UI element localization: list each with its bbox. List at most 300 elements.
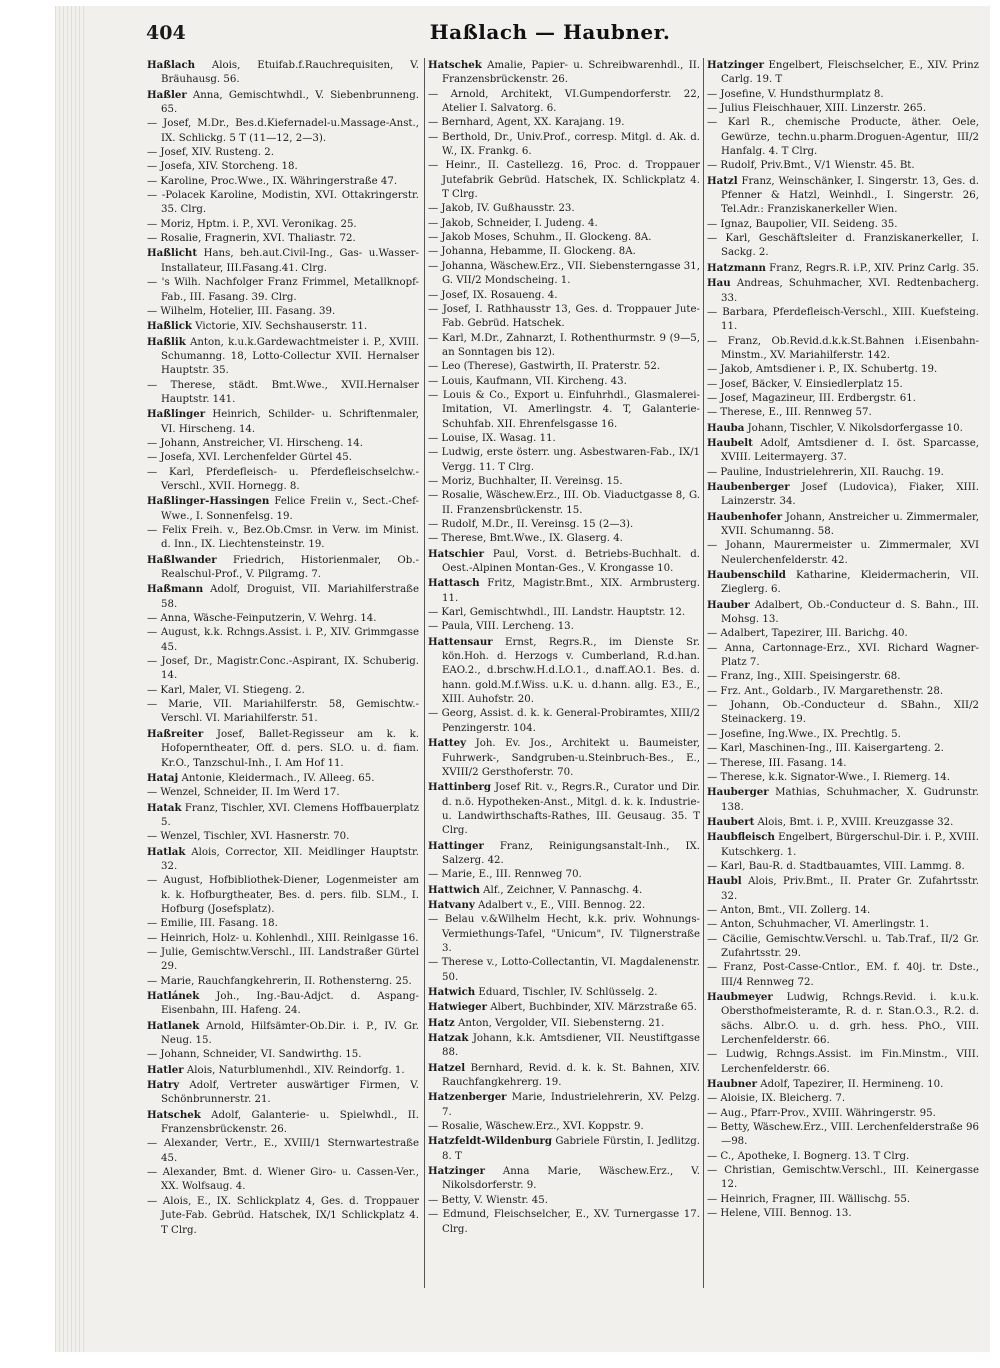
directory-entry bbox=[428, 1061, 700, 1091]
entry-details: Johann, Tischler, V. Nikolsdorfergasse 10. bbox=[744, 422, 963, 434]
entry-surname: Hauber bbox=[707, 598, 750, 611]
entry-details: — Josef, I. Rathhausstr 13, Ges. d. Troppauer Jute-Fab. Gebrüd. Hatschek. bbox=[428, 303, 700, 330]
entry-details: — Josef, IX. Rosaueng. 4. bbox=[428, 289, 558, 301]
entry-details: Andreas, Schuhmacher, XVI. Redtenbacherg. 33. bbox=[721, 278, 979, 304]
entry-details: Adolf, Tapezirer, II. Hermineng. 10. bbox=[757, 1079, 944, 1091]
directory-entry bbox=[147, 276, 419, 305]
entry-details: — Pauline, Industrielehrerin, XII. Rauchg. 19. bbox=[707, 466, 944, 478]
entry-details: — Arnold, Architekt, VI.Gumpendorferstr. 22, Atelier I. Salvatorg. 6. bbox=[428, 88, 700, 115]
directory-entry bbox=[147, 946, 419, 975]
directory-entry bbox=[428, 58, 700, 88]
directory-entry bbox=[707, 88, 979, 102]
entry-surname: Hattinger bbox=[428, 839, 484, 852]
entry-surname: Haubelt bbox=[707, 436, 753, 449]
directory-entry bbox=[428, 547, 700, 577]
entry-details: — Moriz, Hptm. i. P., XVI. Veronikag. 25. bbox=[147, 218, 357, 230]
directory-entry bbox=[147, 771, 419, 786]
entry-details: Adalbert v., E., VIII. Bennog. 22. bbox=[474, 899, 646, 911]
directory-entry bbox=[707, 406, 979, 420]
entry-details: Heinrich, Schilder- u. Schriftenmaler, VI. Hirscheng. 14. bbox=[161, 409, 419, 435]
entry-details: — Josef, XIV. Rusteng. 2. bbox=[147, 147, 274, 159]
entry-details: Josef, Ballet-Regisseur am k. k. Hofoperntheater, Off. d. pers. SLO. u. d. fiam. Kr.O., Tanzschul-Inh., I. Am Hof 11. bbox=[161, 728, 419, 769]
entry-surname: Hatler bbox=[147, 1063, 184, 1076]
directory-entry bbox=[147, 232, 419, 246]
entry-surname: Haßlach bbox=[147, 59, 196, 71]
directory-entry bbox=[147, 698, 419, 727]
entry-details: — Franz, Post-Casse-Cntlor., EM. f. 40j. tr. Dste., III/4 Rennweg 72. bbox=[707, 962, 979, 988]
directory-entry bbox=[707, 116, 979, 159]
entry-surname: Hatlanek bbox=[147, 1019, 200, 1032]
entry-details: — Anna, Wäsche-Feinputzerin, V. Wehrg. 14. bbox=[147, 613, 377, 625]
directory-entry bbox=[428, 1016, 700, 1031]
entry-details: — Ignaz, Baupolier, VII. Seideng. 35. bbox=[707, 218, 898, 230]
directory-entry bbox=[428, 1164, 700, 1194]
entry-details: — Aloisie, IX. Bleicherg. 7. bbox=[707, 1093, 846, 1105]
directory-entry bbox=[707, 1107, 979, 1121]
directory-entry bbox=[428, 576, 700, 606]
entry-details: Franz, Regrs.R. i.P., XIV. Prinz Carlg. 35. bbox=[765, 262, 979, 274]
entry-details: — Jakob, IV. Gußhausstr. 23. bbox=[428, 203, 575, 215]
entry-details: — Karl, Maler, VI. Stiegeng. 2. bbox=[147, 684, 305, 696]
directory-entry bbox=[147, 218, 419, 232]
directory-entry bbox=[147, 437, 419, 451]
directory-entry bbox=[707, 728, 979, 742]
directory-entry bbox=[147, 874, 419, 917]
directory-entry bbox=[707, 539, 979, 568]
directory-entry bbox=[428, 159, 700, 202]
entry-details: — Jakob, Schneider, I. Judeng. 4. bbox=[428, 217, 598, 229]
directory-entry bbox=[147, 932, 419, 946]
entry-details: Antonie, Kleidermach., IV. Alleeg. 65. bbox=[178, 772, 375, 784]
entry-details: — Emilie, III. Fasang. 18. bbox=[147, 918, 278, 930]
entry-surname: Hauberger bbox=[707, 786, 769, 799]
directory-entry bbox=[428, 1031, 700, 1061]
directory-entry bbox=[428, 88, 700, 117]
directory-entry bbox=[428, 245, 700, 259]
entry-details: Franz, Reinigungsanstalt-Inh., IX. Salzerg. 42. bbox=[442, 840, 700, 866]
entry-details: — 's Wilh. Nachfolger Franz Frimmel, Metallknopf-Fab., III. Fasang. 39. Clrg. bbox=[147, 277, 419, 303]
directory-entry bbox=[147, 146, 419, 160]
entry-details: — Moriz, Buchhalter, II. Vereinsg. 15. bbox=[428, 475, 623, 487]
directory-entry bbox=[428, 1208, 700, 1237]
entry-surname: Hatlak bbox=[147, 845, 186, 858]
directory-entry bbox=[428, 1090, 700, 1120]
directory-entry bbox=[707, 699, 979, 728]
directory-entry bbox=[428, 620, 700, 634]
entry-details: — Louise, IX. Wasag. 11. bbox=[428, 432, 556, 444]
directory-entry bbox=[428, 956, 700, 985]
directory-entry bbox=[428, 868, 700, 882]
entry-details: — Helene, VIII. Bennog. 13. bbox=[707, 1208, 852, 1220]
directory-entry bbox=[707, 904, 979, 918]
entry-details: — Karl, Geschäftsleiter d. Franziskanerkeller, I. Sackg. 2. bbox=[707, 233, 979, 259]
entry-surname: Hatvany bbox=[428, 898, 475, 911]
directory-entry bbox=[147, 1195, 419, 1238]
entry-details: — Therese, Bmt.Wwe., IX. Glaserg. 4. bbox=[428, 533, 623, 545]
directory-entry bbox=[428, 1000, 700, 1015]
entry-details: Alois, Etuifab.f.Rauchrequisiten, V. Bräuhausg. 56. bbox=[161, 60, 419, 86]
entry-details: — Cäcilie, Gemischtw.Verschl. u. Tab.Traf., II/2 Gr. Zufahrtsstr. 29. bbox=[707, 933, 979, 959]
entry-details: Anton, k.u.k.Gardewachtmeister i. P., XVIII. Schumanng. 18, Lotto-Collectur XVII. Hernalser Hauptstr. 35. bbox=[161, 336, 419, 377]
entry-details: Josef (Ludovica), Fiaker, XIII. Lainzerstr. 34. bbox=[721, 481, 979, 508]
entry-surname: Hatzl bbox=[707, 174, 738, 187]
entry-details: Alf., Zeichner, V. Pannaschg. 4. bbox=[479, 884, 643, 896]
entry-details: Alois, Corrector, XII. Meidlinger Hauptstr. 32. bbox=[161, 846, 419, 872]
entry-details: Adolf, Amtsdiener d. I. öst. Sparcasse, XVIII. Leitermayerg. 37. bbox=[721, 437, 979, 464]
entry-details: Arnold, Hilfsämter-Ob.Dir. i. P., IV. Gr. Neug. 15. bbox=[161, 1020, 419, 1047]
directory-entry bbox=[428, 1134, 700, 1164]
directory-entry bbox=[147, 684, 419, 698]
directory-entry bbox=[428, 217, 700, 231]
directory-entry bbox=[707, 510, 979, 540]
directory-entry bbox=[707, 685, 979, 699]
entry-surname: Hatz bbox=[428, 1016, 455, 1029]
entry-details: Alois, Bmt. i. P., XVIII. Kreuzgasse 32. bbox=[754, 816, 954, 828]
directory-entry bbox=[428, 913, 700, 956]
entry-surname: Hatlánek bbox=[147, 990, 200, 1002]
entry-details: Eduard, Tischler, IV. Schlüsselg. 2. bbox=[475, 987, 658, 998]
entry-details: — Alois, E., IX. Schlickplatz 4, Ges. d. Troppauer Jute-Fab. Gebrüd. Hatschek, IX/1 Schlickplatz 4. T Clrg. bbox=[147, 1195, 419, 1236]
entry-surname: Haßlick bbox=[147, 320, 192, 333]
directory-entry bbox=[707, 670, 979, 684]
entry-details: Adolf, Galanterie- u. Spielwhdl., II. Franzensbrückenstr. 26. bbox=[161, 1109, 419, 1136]
entry-details: — C., Apotheke, I. Bognerg. 13. T Clrg. bbox=[707, 1150, 910, 1162]
entry-surname: Hatzak bbox=[428, 1032, 469, 1045]
entry-surname: Hau bbox=[707, 277, 731, 290]
directory-entry bbox=[707, 1048, 979, 1077]
entry-surname: Haubl bbox=[707, 875, 742, 888]
entry-details: — Josefine, Ing.Wwe., IX. Prechtlg. 5. bbox=[707, 728, 901, 740]
entry-details: Fritz, Magistr.Bmt., XIX. Armbrusterg. 11. bbox=[442, 578, 700, 604]
directory-entry bbox=[707, 771, 979, 785]
entry-surname: Haubenhofer bbox=[707, 510, 783, 523]
entry-details: — Johann, Schneider, VI. Sandwirthg. 15. bbox=[147, 1049, 362, 1061]
entry-details: — Wilhelm, Hotelier, III. Fasang. 39. bbox=[147, 305, 336, 317]
directory-entry bbox=[707, 276, 979, 306]
directory-entry bbox=[428, 332, 700, 361]
entry-details: — Marie, Rauchfangkehrerin, II. Rothensterng. 25. bbox=[147, 975, 412, 987]
entry-details: — Barbara, Pferdefleisch-Verschl., XIII. Kuefsteing. 11. bbox=[707, 306, 979, 333]
entry-surname: Hatzel bbox=[428, 1061, 466, 1074]
entry-details: — Anna, Cartonnage-Erz., XVI. Richard Wagner-Platz 7. bbox=[707, 642, 979, 669]
column-rule-right bbox=[703, 58, 704, 1288]
directory-entry bbox=[707, 933, 979, 962]
entry-details: Hans, beh.aut.Civil-Ing., Gas- u.Wasser-Installateur, III.Fasang.41. Clrg. bbox=[161, 248, 419, 274]
directory-entry bbox=[147, 830, 419, 844]
entry-details: — Paula, VIII. Lercheng. 13. bbox=[428, 621, 574, 633]
entry-details: Amalie, Papier- u. Schreibwarenhdl., II. Franzensbrückenstr. 26. bbox=[442, 60, 700, 86]
entry-details: — Louis & Co., Export u. Einfuhrhdl., Glasmalerei-Imitation, VI. Amerlingstr. 4. T, Galanterie-Schuhfab. XII. Ehrenfelsgasse 16. bbox=[428, 389, 700, 430]
directory-entry bbox=[147, 1078, 419, 1108]
entry-details: Joh., Ing.-Bau-Adjct. d. Aspang-Eisenbahn, III. Hafeng. 24. bbox=[161, 991, 419, 1017]
entry-details: Anna Marie, Wäschew.Erz., V. Nikolsdorferstr. 9. bbox=[442, 1166, 700, 1192]
directory-entry bbox=[707, 261, 979, 276]
directory-entry bbox=[147, 466, 419, 495]
directory-entry bbox=[428, 898, 700, 913]
entry-details: — Anton, Schuhmacher, VI. Amerlingstr. 1. bbox=[707, 919, 929, 931]
entry-surname: Hatzinger bbox=[707, 59, 764, 71]
entry-surname: Hatzinger bbox=[428, 1165, 485, 1178]
entry-details: — Julius Fleischhauer, XIII. Linzerstr. 265. bbox=[707, 103, 927, 115]
entry-details: — Ludwig, Rchngs.Assist. im Fin.Minstm., VIII. Lerchenfelderstr. 66. bbox=[707, 1049, 979, 1075]
entry-details: — Ludwig, erste österr. ung. Asbestwaren-Fab., IX/1 Vergg. 11. T Clrg. bbox=[428, 447, 700, 473]
entry-surname: Haßlik bbox=[147, 335, 186, 348]
directory-entry bbox=[707, 335, 979, 364]
entry-surname: Hatzmann bbox=[707, 261, 766, 274]
entry-surname: Hatschier bbox=[428, 547, 484, 560]
entry-surname: Hatzfeldt-Wildenburg bbox=[428, 1135, 552, 1148]
entry-surname: Haubenschild bbox=[707, 569, 786, 582]
entry-details: Katharine, Kleidermacherin, VII. Zieglerg. 6. bbox=[721, 570, 979, 596]
entry-details: — Franz, Ing., XIII. Speisingerstr. 68. bbox=[707, 671, 901, 683]
entry-details: Adolf, Droguist, VII. Mariahilferstraße 58. bbox=[161, 584, 419, 610]
entry-details: — Therese, k.k. Signator-Wwe., I. Riemerg. 14. bbox=[707, 771, 951, 783]
entry-surname: Hattwich bbox=[428, 883, 480, 896]
running-head: Haßlach — Haubner. bbox=[429, 20, 671, 44]
entry-details: Engelbert, Bürgerschul-Dir. i. P., XVIII. Kutschkerg. 1. bbox=[721, 832, 979, 858]
column-left bbox=[147, 58, 419, 1318]
entry-details: — Wenzel, Tischler, XVI. Hasnerstr. 70. bbox=[147, 831, 350, 843]
entry-details: — Heinrich, Fragner, III. Wällischg. 55. bbox=[707, 1193, 911, 1205]
directory-entry bbox=[428, 532, 700, 546]
entry-details: — Belau v.&Wilhelm Hecht, k.k. priv. Wohnungs-Vermiethungs-Tafel, "Unicum", IV. Tilgnerstraße 3. bbox=[428, 914, 700, 954]
entry-details: — Karl, M.Dr., Zahnarzt, I. Rothenthurmstr. 9 (9—5, an Sonntagen bis 12). bbox=[428, 332, 700, 358]
directory-entry bbox=[147, 1063, 419, 1078]
directory-entry bbox=[147, 305, 419, 319]
entry-details: Engelbert, Fleischselcher, E., XIV. Prinz Carlg. 19. T bbox=[721, 60, 979, 86]
directory-entry bbox=[428, 985, 700, 1000]
entry-details: Paul, Vorst. d. Betriebs-Buchhalt. d. Oest.-Alpinen Montan-Ges., V. Krongasse 10. bbox=[442, 548, 700, 575]
entry-details: — Josefa, XIV. Storcheng. 18. bbox=[147, 161, 298, 173]
entry-surname: Haßlinger bbox=[147, 408, 206, 421]
entry-details: — Therese v., Lotto-Collectantin, VI. Magdalenenstr. 50. bbox=[428, 957, 700, 983]
directory-entry bbox=[147, 246, 419, 276]
column-rule-left bbox=[424, 58, 425, 1288]
entry-details: — Johann, Ob.-Conducteur d. SBahn., XII/2 Steinackerg. 19. bbox=[707, 700, 979, 726]
directory-entry bbox=[707, 1092, 979, 1106]
entry-details: — Karoline, Proc.Wwe., IX. Währingerstraße 47. bbox=[147, 175, 398, 187]
entry-surname: Haubmeyer bbox=[707, 991, 773, 1003]
entry-surname: Hattasch bbox=[428, 577, 480, 590]
entry-details: — Karl, Maschinen-Ing., III. Kaisergarteng. 2. bbox=[707, 743, 944, 755]
entry-details: — Marie, VII. Mariahilferstr. 58, Gemischtw.-Verschl. VI. Mariahilferstr. 51. bbox=[147, 699, 419, 725]
directory-entry bbox=[707, 1077, 979, 1092]
entry-surname: Haubert bbox=[707, 815, 755, 828]
entry-details: — Edmund, Fleischselcher, E., XV. Turnergasse 17. Clrg. bbox=[428, 1209, 700, 1235]
entry-details: — Therese, städt. Bmt.Wwe., XVII.Hernalser Hauptstr. 141. bbox=[147, 379, 419, 405]
directory-entry bbox=[707, 436, 979, 466]
directory-entry bbox=[147, 1019, 419, 1049]
entry-details: Johann, k.k. Amtsdiener, VII. Neustiftgasse 88. bbox=[442, 1033, 700, 1059]
entry-surname: Haßlwander bbox=[147, 553, 217, 566]
entry-details: — Josef, Magazineur, III. Erdbergstr. 61. bbox=[707, 392, 916, 404]
directory-entry bbox=[707, 102, 979, 116]
directory-entry bbox=[147, 379, 419, 408]
entry-details: Anna, Gemischtwhdl., V. Siebenbrunneng. 65. bbox=[161, 89, 419, 116]
directory-entry bbox=[147, 845, 419, 875]
entry-details: — Karl, Gemischtwhdl., III. Landstr. Hauptstr. 12. bbox=[428, 607, 686, 619]
entry-details: Felice Freiin v., Sect.-Chef-Wwe., I. Sonnenfelsg. 19. bbox=[161, 496, 419, 522]
entry-details: — August, Hofbibliothek-Diener, Logenmeister am k. k. Hofburgtheater, Bes. d. pers. filb. SLM., I. Hofburg (Josefsplatz). bbox=[147, 875, 419, 915]
directory-entry bbox=[428, 780, 700, 838]
entry-details: Johann, Anstreicher u. Zimmermaler, XVII. Schumanng. 58. bbox=[721, 511, 979, 537]
entry-surname: Haßreiter bbox=[147, 727, 204, 740]
directory-entry bbox=[428, 202, 700, 216]
directory-entry bbox=[147, 801, 419, 831]
directory-entry bbox=[428, 518, 700, 532]
directory-entry bbox=[707, 232, 979, 261]
entry-surname: Hatschek bbox=[147, 1108, 201, 1121]
entry-surname: Haßlinger-Hassingen bbox=[147, 495, 270, 508]
directory-entry bbox=[707, 363, 979, 377]
entry-details: — Heinrich, Holz- u. Kohlenhdl., XIII. Reinlgasse 16. bbox=[147, 932, 419, 944]
directory-entry bbox=[147, 1108, 419, 1138]
directory-entry bbox=[707, 306, 979, 335]
entry-details: — Karl, Pferdefleisch- u. Pferdefleischselchw.-Verschl., XVII. Hornegg. 8. bbox=[147, 466, 419, 492]
directory-entry bbox=[147, 319, 419, 334]
entry-details: — -Polacek Karoline, Modistin, XVI. Ottakringerstr. 35. Clrg. bbox=[147, 190, 419, 216]
entry-surname: Hattinberg bbox=[428, 781, 492, 794]
directory-entry bbox=[147, 612, 419, 626]
entry-details: — August, k.k. Rchngs.Assist. i. P., XIV. Grimmgasse 45. bbox=[147, 627, 419, 653]
entry-details: Bernhard, Revid. d. k. k. St. Bahnen, XIV. Rauchfangkehrerg. 19. bbox=[442, 1062, 700, 1089]
entry-surname: Hatry bbox=[147, 1079, 180, 1092]
page-number: 404 bbox=[146, 22, 186, 44]
entry-surname: Hataj bbox=[147, 771, 179, 784]
column-right bbox=[707, 58, 979, 1318]
entry-details: Adolf, Vertreter auswärtiger Firmen, V. Schönbrunnerstr. 21. bbox=[161, 1080, 419, 1106]
entry-details: — Johann, Anstreicher, VI. Hirscheng. 14. bbox=[147, 437, 363, 449]
directory-entry bbox=[428, 475, 700, 489]
entry-details: — Jakob, Amtsdiener i. P., IX. Schubertg. 19. bbox=[707, 364, 938, 376]
directory-entry bbox=[428, 839, 700, 869]
directory-entry bbox=[428, 389, 700, 432]
directory-entry bbox=[707, 466, 979, 480]
entry-surname: Haßlicht bbox=[147, 247, 198, 260]
entry-details: — Karl R., chemische Producte, äther. Oele, Gewürze, techn.u.pharm.Droguen-Agentur, III/2 Hanfalg. 4. T Clrg. bbox=[707, 117, 979, 158]
directory-entry bbox=[147, 175, 419, 189]
entry-surname: Hatwich bbox=[428, 986, 476, 998]
directory-entry bbox=[428, 131, 700, 160]
entry-details: — Therese, III. Fasang. 14. bbox=[707, 757, 847, 769]
entry-details: — Christian, Gemischtw.Verschl., III. Keinergasse 12. bbox=[707, 1165, 979, 1191]
directory-entry bbox=[428, 635, 700, 708]
entry-details: — Leo (Therese), Gastwirth, II. Praterstr. 52. bbox=[428, 361, 661, 373]
entry-details: Alois, Priv.Bmt., II. Prater Gr. Zufahrtsstr. 32. bbox=[721, 876, 979, 902]
directory-entry bbox=[428, 1194, 700, 1208]
entry-details: — Josef, Bäcker, V. Einsiedlerplatz 15. bbox=[707, 378, 903, 390]
directory-entry bbox=[428, 736, 700, 780]
directory-entry bbox=[707, 58, 979, 88]
entry-details: Marie, Industrielehrerin, XV. Pelzg. 7. bbox=[442, 1092, 700, 1118]
entry-details: — Georg, Assist. d. k. k. General-Probiramtes, XIII/2 Penzingerstr. 104. bbox=[428, 708, 700, 734]
entry-details: — Julie, Gemischtw.Verschl., III. Landstraßer Gürtel 29. bbox=[147, 946, 419, 973]
directory-entry bbox=[428, 489, 700, 518]
directory-entry bbox=[707, 480, 979, 510]
directory-entry bbox=[707, 174, 979, 218]
entry-surname: Hattey bbox=[428, 737, 467, 750]
entry-details: — Johann, Maurermeister u. Zimmermaler, XVI Neulerchenfelderstr. 42. bbox=[707, 540, 979, 566]
entry-details: — Aug., Pfarr-Prov., XVIII. Währingerstr. 95. bbox=[707, 1107, 936, 1119]
entry-details: Franz, Weinschänker, I. Singerstr. 13, Ges. d. Pfenner & Hatzl, Weinhdl., I. Singerstr. 26, Tel.Adr.: Franziskanerkeller Wien. bbox=[721, 175, 979, 216]
entry-details: Mathias, Schuhmacher, X. Gudrunstr. 138. bbox=[721, 787, 979, 813]
entry-details: Ernst, Regrs.R., im Dienste Sr. kön.Hoh. d. Herzogs v. Cumberland, R.d.han. EAO.2., d.brschw.H.d.LO.1., d.naff.AO.1. Bes. d. hann. gold.M.f.Wiss. u.K. u. d.hann. allg. E3., E., XIII. Auhofstr. 20. bbox=[442, 636, 700, 706]
entry-details: — Louis, Kaufmann, VII. Kircheng. 43. bbox=[428, 375, 627, 387]
entry-surname: Hauba bbox=[707, 421, 745, 434]
directory-entry bbox=[428, 432, 700, 446]
entry-surname: Haßler bbox=[147, 88, 187, 101]
directory-entry bbox=[707, 1193, 979, 1207]
directory-entry bbox=[147, 189, 419, 218]
directory-entry bbox=[147, 58, 419, 88]
entry-details: Albert, Buchbinder, XIV. Märzstraße 65. bbox=[487, 1002, 697, 1014]
entry-surname: Haubenberger bbox=[707, 480, 790, 493]
entry-details: Ludwig, Rchngs.Revid. i. k.u.k. Obersthofmeisteramte, R. d. r. Stan.O.3., R.2. d. sächs. Albr.O. u. d. grh. hess. PhO., VIII. Lerchenfelderstr. 66. bbox=[721, 992, 979, 1047]
entry-details: — Adalbert, Tapezirer, III. Barichg. 40. bbox=[707, 628, 908, 640]
column-middle bbox=[428, 58, 700, 1318]
entry-surname: Hattensaur bbox=[428, 635, 493, 648]
directory-entry bbox=[147, 160, 419, 174]
directory-entry bbox=[147, 494, 419, 524]
directory-entry bbox=[147, 1048, 419, 1062]
directory-entry bbox=[428, 883, 700, 898]
directory-entry bbox=[707, 1164, 979, 1193]
entry-details: — Betty, Wäschew.Erz., VIII. Lerchenfelderstraße 96—98. bbox=[707, 1122, 979, 1148]
entry-details: — Berthold, Dr., Univ.Prof., corresp. Mitgl. d. Ak. d. W., IX. Frankg. 6. bbox=[428, 131, 700, 158]
directory-entry bbox=[147, 975, 419, 989]
directory-entry bbox=[707, 757, 979, 771]
directory-entry bbox=[147, 335, 419, 379]
directory-entry bbox=[707, 830, 979, 860]
directory-entry bbox=[147, 117, 419, 146]
entry-details: — Betty, V. Wienstr. 45. bbox=[428, 1194, 548, 1206]
entry-details: Victorie, XIV. Sechshauserstr. 11. bbox=[191, 321, 368, 333]
entry-details: — Karl, Bau-R. d. Stadtbauamtes, VIII. Lammg. 8. bbox=[707, 860, 965, 872]
entry-details: Gabriele Fürstin, I. Jedlitzg. 8. T bbox=[442, 1136, 700, 1162]
directory-entry bbox=[428, 116, 700, 130]
directory-entry bbox=[147, 88, 419, 118]
entry-details: — Marie, E., III. Rennweg 70. bbox=[428, 869, 582, 881]
entry-details: — Felix Freih. v., Bez.Ob.Cmsr. in Verw. im Minist. d. Inn., IX. Liechtensteinstr. 19. bbox=[147, 525, 419, 551]
entry-details: — Rosalie, Wäschew.Erz., XVI. Koppstr. 9. bbox=[428, 1121, 644, 1133]
directory-entry bbox=[428, 360, 700, 374]
page-edge-stack bbox=[55, 6, 85, 1352]
entry-details: — Johanna, Hebamme, II. Glockeng. 8A. bbox=[428, 246, 636, 258]
directory-entry bbox=[707, 568, 979, 598]
entry-details: Anton, Vergolder, VII. Siebensterng. 21. bbox=[454, 1017, 665, 1029]
entry-details: — Alexander, Bmt. d. Wiener Giro- u. Cassen-Ver., XX. Wolfsaug. 4. bbox=[147, 1167, 419, 1193]
directory-entry bbox=[147, 989, 419, 1019]
directory-entry bbox=[707, 990, 979, 1048]
directory-entry bbox=[147, 655, 419, 684]
entry-details: — Therese, E., III. Rennweg 57. bbox=[707, 407, 872, 419]
directory-entry bbox=[707, 815, 979, 830]
directory-entry bbox=[707, 860, 979, 874]
directory-entry bbox=[147, 917, 419, 931]
entry-details: Alois, Naturblumenhdl., XIV. Reindorfg. 1. bbox=[183, 1064, 405, 1076]
entry-details: — Jakob Moses, Schuhm., II. Glockeng. 8A. bbox=[428, 232, 652, 244]
directory-entry bbox=[707, 1121, 979, 1150]
directory-entry bbox=[707, 421, 979, 436]
entry-details: — Bernhard, Agent, XX. Karajang. 19. bbox=[428, 117, 625, 129]
directory-entry bbox=[428, 231, 700, 245]
directory-entry bbox=[707, 1150, 979, 1164]
directory-entry bbox=[707, 627, 979, 641]
directory-entry bbox=[428, 606, 700, 620]
directory-entry bbox=[428, 446, 700, 475]
directory-entry bbox=[147, 1166, 419, 1195]
directory-entry bbox=[707, 918, 979, 932]
